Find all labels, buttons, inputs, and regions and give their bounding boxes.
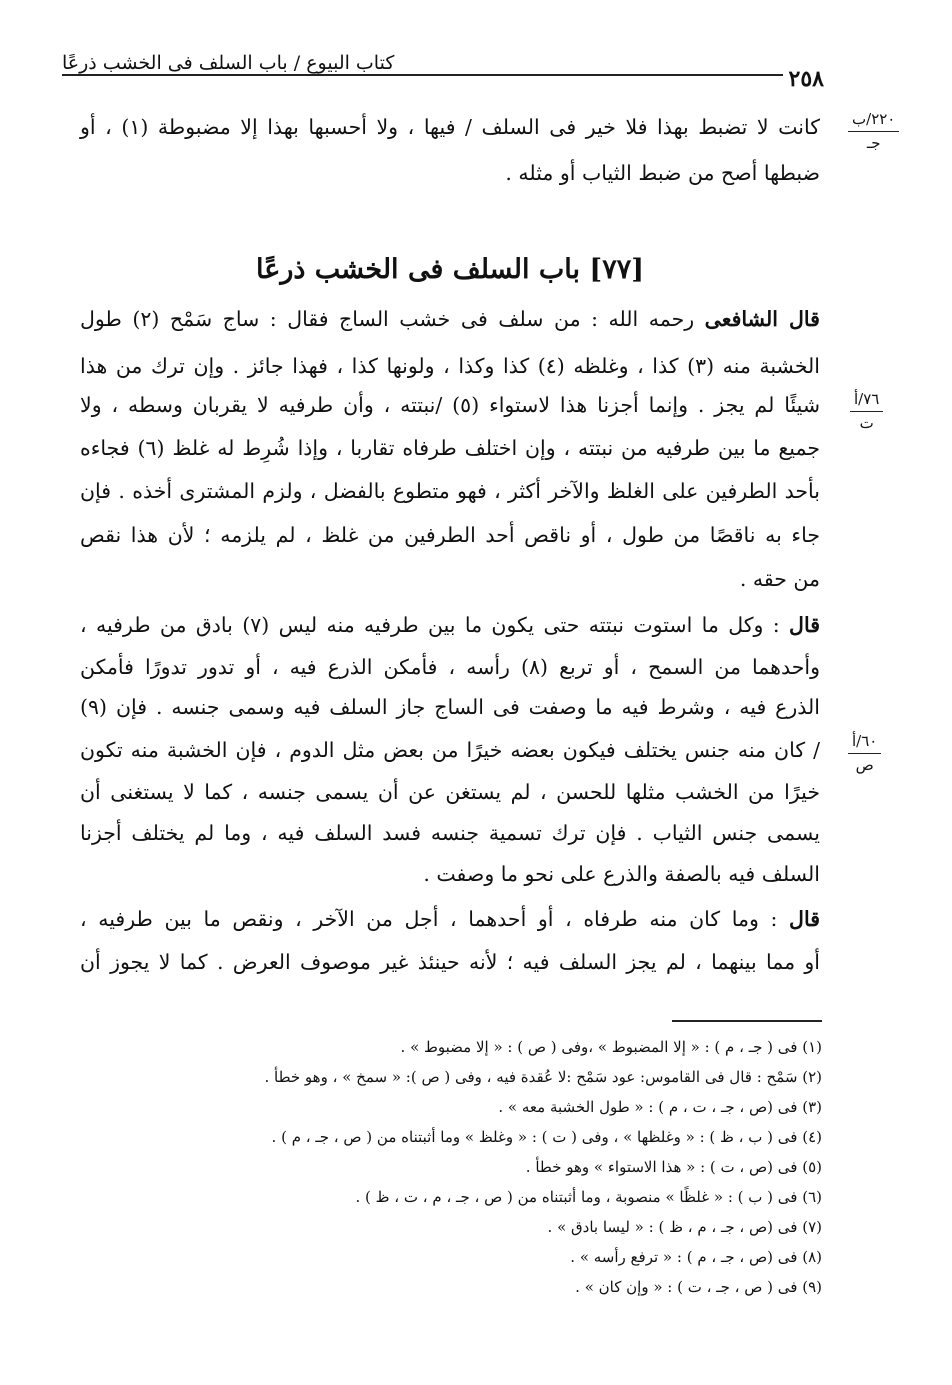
- margin-note-folio: ٧٦/أ: [850, 390, 883, 412]
- text-line: من حقه .: [739, 567, 820, 591]
- text-line: ضبطها أصح من ضبط الثياب أو مثله .: [505, 161, 820, 185]
- footnote: (٨) فى (ص ، جـ ، م ) : « ترفع رأسه » .: [570, 1248, 822, 1266]
- footnote: (١) فى ( جـ ، م ) : « إلا المضبوط » ،وفى ( ص ) : « إلا مضبوط » .: [400, 1038, 822, 1056]
- page-number: ٢٥٨: [783, 66, 824, 92]
- text-line: خيرًا من الخشب مثلها للحسن ، لم يستغن عن أن يسمى جنسه ، كما لا يستغنى أن: [80, 780, 820, 804]
- text-line: السلف فيه بالصفة والذرع على نحو ما وصفت .: [423, 862, 820, 886]
- paragraph-first-line: [80, 302, 820, 336]
- text-line: بأحد الطرفين على الغلظ والآخر أكثر ، فهو متطوع بالفضل ، ولزم المشترى أخذه . فإن: [80, 479, 820, 503]
- margin-note-siglum: ص: [855, 755, 874, 774]
- paragraph-text: : وما كان منه طرفاه ، أو أحدهما ، أجل من الآخر ، ونقص ما بين طرفيه ،: [80, 907, 790, 931]
- margin-note-siglum: ت: [859, 413, 874, 432]
- margin-note: [848, 732, 881, 775]
- text-line: جاء به ناقصًا من طول ، أو ناقص أحد الطرفين من غلظ ، لم يلزمه ؛ لأن هذا نقص: [80, 523, 820, 547]
- footnote: (٦) فى ( ب ) : « غلظًا » منصوبة ، وما أثبتناه من ( ص ، جـ ، م ، ت ، ظ ) .: [355, 1188, 822, 1206]
- header-rule: [62, 74, 824, 76]
- text-line: أو مما بينهما ، لم يجز السلف فيه ؛ لأنه حينئذ غير موصوف العرض . كما لا يجوز أن: [80, 950, 820, 974]
- text-line: كانت لا تضبط بهذا فلا خير فى السلف / فيها ، ولا أحسبها بهذا إلا مضبوطة (١) ، أو: [80, 115, 820, 139]
- page-header: [62, 52, 824, 92]
- margin-note: [850, 390, 883, 433]
- margin-note-siglum: جـ: [866, 133, 881, 152]
- margin-note-folio: ٢٢٠/ب: [848, 110, 899, 132]
- paragraph-first-line: [80, 902, 820, 936]
- footnote: (٩) فى ( ص ، جـ ، ت ) : « وإن كان » .: [575, 1278, 822, 1296]
- text-line: / كان منه جنس يختلف فيكون بعضه خيرًا من بعض مثل الدوم ، فإن الخشبة منه تكون: [80, 738, 820, 762]
- footnote: (٤) فى ( ب ، ظ ) : « وغلظها » ، وفى ( ت ) : « وغلظ » وما أثبتناه من ( ص ، جـ ، م ) .: [271, 1128, 822, 1146]
- footnote: (٥) فى (ص ، ت ) : « هذا الاستواء » وهو خطأ .: [525, 1158, 822, 1176]
- paragraph-first-line: [80, 608, 820, 642]
- text-line: يسمى جنس الثياب . فإن ترك تسمية جنسه فسد السلف فيه ، وما لم يختلف أجزنا: [80, 821, 820, 845]
- section-title: [٧٧] باب السلف فى الخشب ذرعًا: [256, 254, 644, 285]
- paragraph-lead: قال: [789, 613, 820, 637]
- text-line: وأحدهما من السمح ، أو تربع (٨) رأسه ، فأمكن الذرع فيه ، أو تدور تدورًا فأمكن: [80, 655, 820, 679]
- paragraph-lead: قال: [789, 907, 820, 931]
- text-line: الذرع فيه ، وشرط فيه ما وصفت فى الساج جاز السلف فيه وسمى جنسه . فإن (٩): [80, 695, 820, 719]
- paragraph-lead: قال الشافعى: [704, 307, 820, 331]
- paragraph-text: : وكل ما استوت نبتته حتى يكون ما بين طرفيه منه ليس (٧) بادق من طرفيه ،: [80, 613, 790, 637]
- margin-note-folio: ٦٠/أ: [848, 732, 881, 754]
- paragraph-text: رحمه الله : من سلف فى خشب الساج فقال : ساج سَمْح (٢) طول: [80, 307, 705, 331]
- footnote: (٣) فى (ص ، جـ ، ت ، م ) : « طول الخشبة معه » .: [498, 1098, 822, 1116]
- footnote: (٢) سَمْح : قال فى القاموس: عود سَمْح :لا عُقدة فيه ، وفى ( ص ): « سمخ » ، وهو خطأ .: [264, 1068, 822, 1086]
- text-line: جميع ما بين طرفيه من نبتته ، وإن اختلف طرفاه تقاربا ، وإذا شُرِط له غلظ (٦) فجاءه: [80, 436, 820, 460]
- text-line: شيئًا لم يجز . وإنما أجزنا هذا لاستواء (٥) /نبتته ، وأن طرفيه لا يقربان وسطه ، ولا: [80, 393, 820, 417]
- footnote: (٧) فى (ص ، جـ ، م ، ظ ) : « ليسا بادق » .: [547, 1218, 822, 1236]
- footnote-rule: [672, 1020, 822, 1022]
- footnotes: [122, 1032, 822, 1302]
- running-title: كتاب البيوع / باب السلف فى الخشب ذرعًا: [62, 52, 402, 74]
- text-line: الخشبة منه (٣) كذا ، وغلظه (٤) كذا وكذا ، ولونها كذا ، فهذا جائز . وإن ترك من هذا: [80, 354, 820, 378]
- margin-note: [848, 110, 899, 153]
